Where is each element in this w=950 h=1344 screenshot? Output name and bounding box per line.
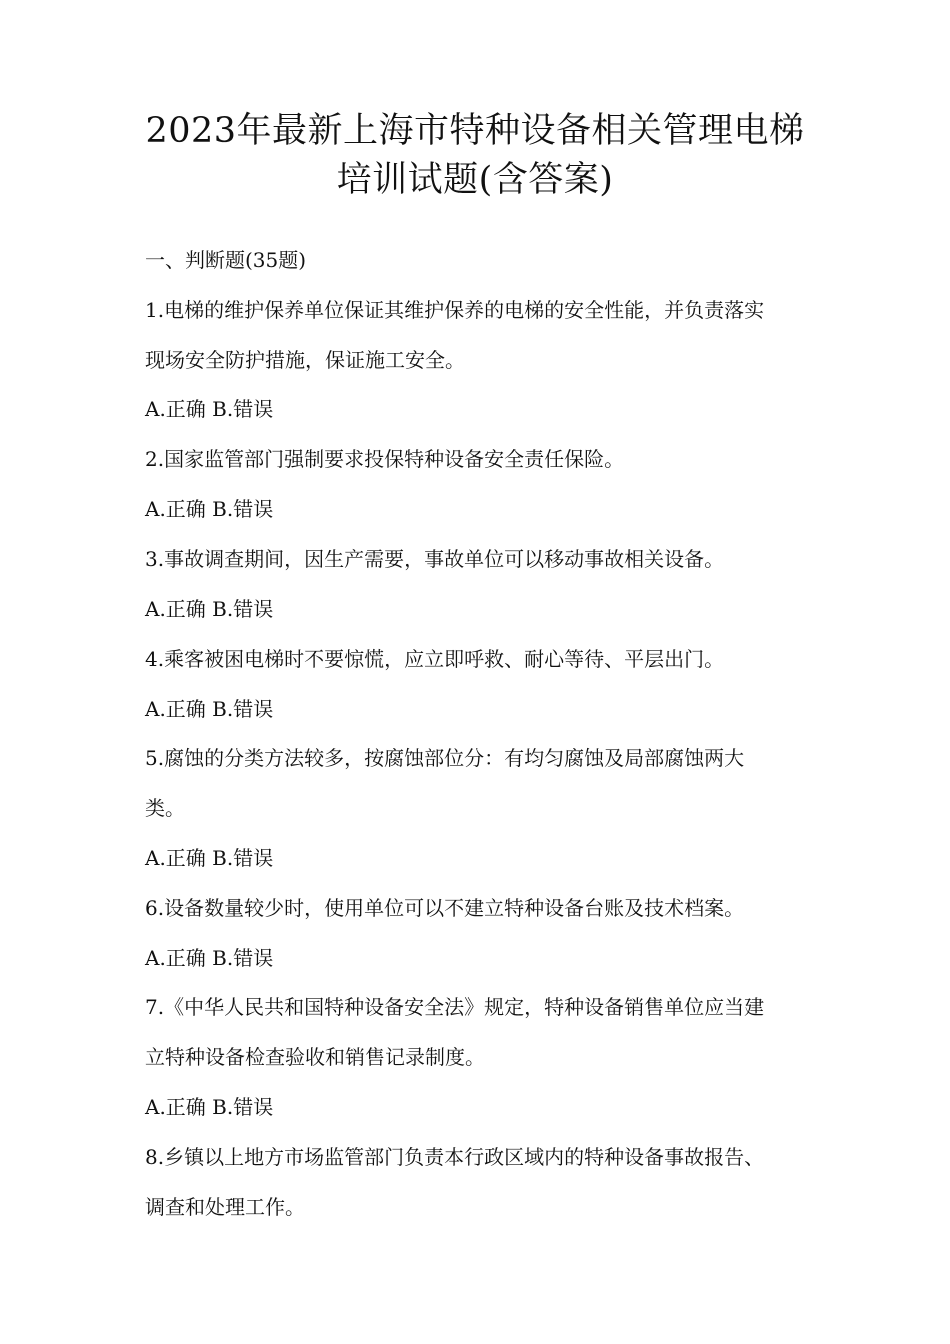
question-3-text-line-1: 3.事故调查期间，因生产需要，事故单位可以移动事故相关设备。	[145, 547, 725, 571]
document-title-line-1: 2023年最新上海市特种设备相关管理电梯	[145, 111, 805, 151]
question-7-text-line-1: 7.《中华人民共和国特种设备安全法》规定，特种设备销售单位应当建	[145, 995, 765, 1019]
question-5-text-line-2: 类。	[145, 796, 185, 820]
question-3-options: A.正确 B.错误	[145, 597, 274, 621]
question-4-text-line-1: 4.乘客被困电梯时不要惊慌，应立即呼救、耐心等待、平层出门。	[145, 647, 725, 671]
question-5-options: A.正确 B.错误	[145, 846, 274, 870]
document-title-line-2: 培训试题(含答案)	[336, 160, 614, 200]
question-8-text-line-2: 调查和处理工作。	[145, 1195, 305, 1219]
question-7-options: A.正确 B.错误	[145, 1095, 274, 1119]
question-6-options: A.正确 B.错误	[145, 946, 274, 970]
question-8-text-line-1: 8.乡镇以上地方市场监管部门负责本行政区域内的特种设备事故报告、	[145, 1145, 765, 1169]
section-heading: 一、判断题(35题)	[145, 248, 307, 272]
question-1-text-line-1: 1.电梯的维护保养单位保证其维护保养的电梯的安全性能，并负责落实	[145, 298, 765, 322]
question-4-options: A.正确 B.错误	[145, 697, 274, 721]
question-2-options: A.正确 B.错误	[145, 497, 274, 521]
question-6-text-line-1: 6.设备数量较少时，使用单位可以不建立特种设备台账及技术档案。	[145, 896, 745, 920]
question-7-text-line-2: 立特种设备检查验收和销售记录制度。	[145, 1045, 485, 1069]
question-1-text-line-2: 现场安全防护措施，保证施工安全。	[145, 348, 465, 372]
question-1-options: A.正确 B.错误	[145, 397, 274, 421]
question-5-text-line-1: 5.腐蚀的分类方法较多，按腐蚀部位分：有均匀腐蚀及局部腐蚀两大	[145, 746, 745, 770]
question-2-text-line-1: 2.国家监管部门强制要求投保特种设备安全责任保险。	[145, 447, 625, 471]
